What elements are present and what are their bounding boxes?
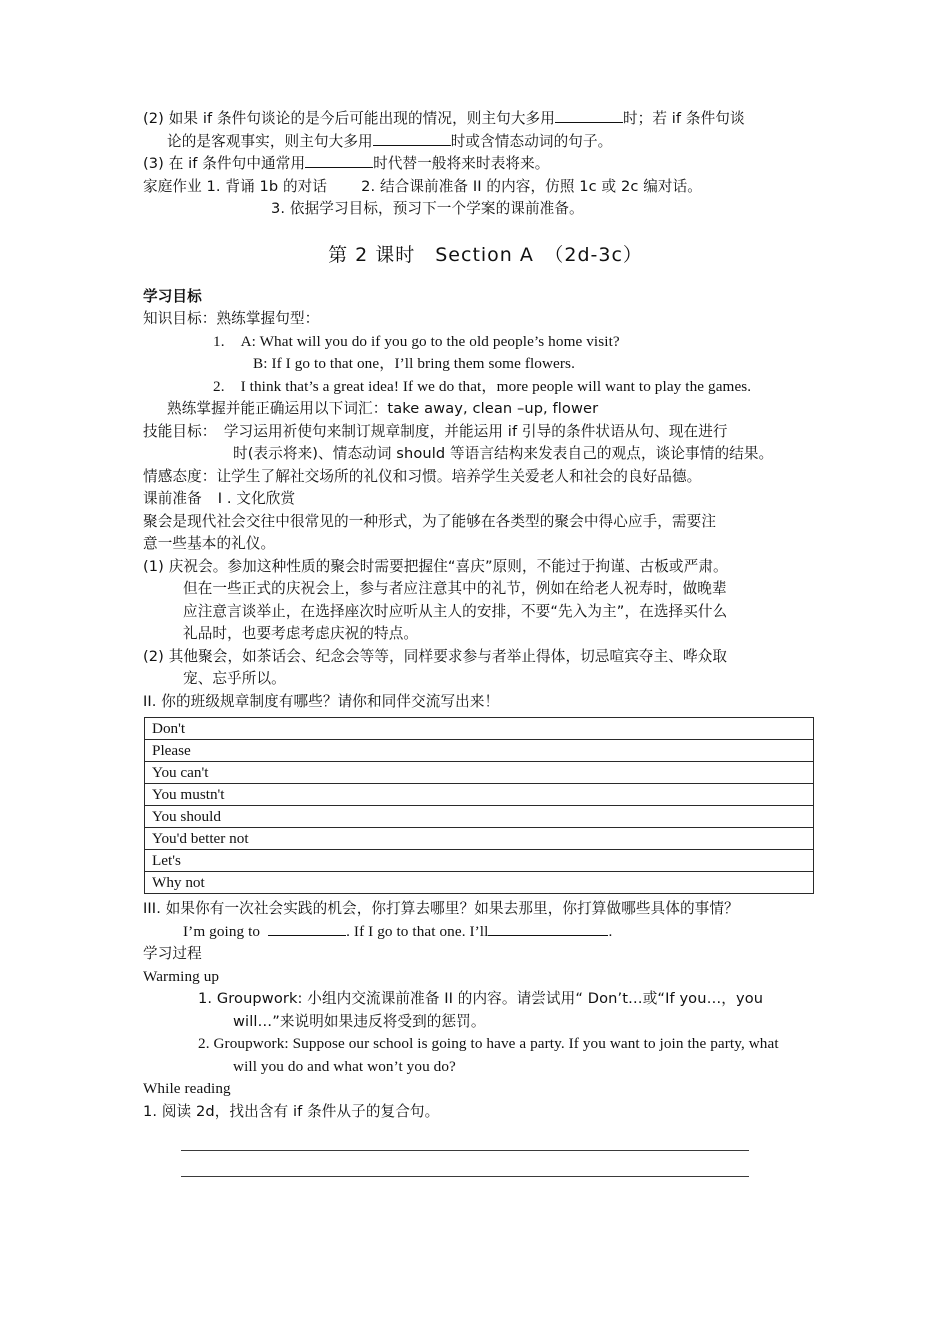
preparation-section-ii-prompt-text: II. 你的班级规章制度有哪些？请你和同伴交流写出来！	[143, 692, 500, 710]
answer-blank-2[interactable]	[488, 935, 608, 936]
warming-up-task-2-line-1	[143, 1033, 828, 1056]
grammar-item-3-head: (3) 在 if 条件句中通常用	[143, 155, 306, 172]
etiquette-item-2-line-1-text: (2) 其他聚会，如茶话会、纪念会等等，同样要求参与者举止得体，切忌喧宾夺主、哗众取	[143, 647, 728, 665]
attitude-objective-text: 情感态度：让学生了解社交场所的礼仪和习惯。培养学生关爱老人和社会的良好品德。	[143, 467, 702, 485]
table-row[interactable]	[145, 872, 814, 894]
skill-objective-line-2	[143, 443, 828, 466]
vocabulary-objective	[143, 398, 828, 421]
attitude-objective-line	[143, 466, 828, 489]
rule-cell[interactable]: You mustn't	[145, 784, 814, 806]
class-rules-table-body	[145, 718, 814, 894]
warming-up-task-1-line-1-text: 1. Groupwork: 小组内交流课前准备 II 的内容。请尝试用“ Don’t…或“If you…，you	[198, 990, 764, 1008]
table-row[interactable]	[145, 784, 814, 806]
grammar-item-3-line	[143, 153, 828, 176]
process-heading	[143, 943, 828, 966]
etiquette-item-1-line-1	[143, 556, 828, 579]
preparation-section-iii-prompt	[143, 898, 828, 921]
table-row[interactable]	[145, 762, 814, 784]
knowledge-objective-label	[143, 308, 828, 331]
rule-cell[interactable]: Don't	[145, 718, 814, 740]
grammar-item-2-line-2-tail: 时或含情态动词的句子。	[450, 132, 613, 150]
preparation-section-ii-prompt	[143, 691, 828, 714]
etiquette-item-1-line-4	[143, 623, 828, 646]
reading-question-1	[143, 1101, 828, 1124]
table-row[interactable]	[145, 740, 814, 762]
class-rules-table	[144, 717, 814, 894]
preparation-section-i-label: I . 文化欣赏	[217, 490, 296, 508]
sentence-2-number: 2.	[213, 377, 225, 395]
skill-objective-line-1-text: 技能目标： 学习运用祈使句来制订规章制度，并能运用 if 引导的条件状语从句、现在进行	[143, 422, 728, 440]
fill-blank-3[interactable]	[305, 167, 373, 168]
warming-up-task-2-line-2	[143, 1056, 828, 1079]
answer-stem-b: . If I go to that one. I’ll	[346, 922, 489, 940]
preparation-intro-line-2-text: 意一些基本的礼仪。	[143, 535, 276, 553]
homework-line-1	[143, 176, 828, 199]
while-reading-heading	[143, 1078, 828, 1101]
page-title-text: 第 2 课时 Section A （2d-3c）	[328, 243, 643, 266]
grammar-item-2-line-1-tail: 时；若 if 条件句谈	[622, 110, 745, 127]
answer-space-gap-top	[143, 1123, 828, 1150]
sentence-2-text: I think that’s a great idea! If we do that，more people will want to play the games.	[240, 377, 752, 395]
answer-stem-c: .	[608, 922, 613, 940]
grammar-item-3-tail: 时代替一般将来时表将来。	[373, 155, 550, 172]
etiquette-item-2-line-2-text: 宠、忘乎所以。	[183, 670, 286, 688]
objectives-heading-text: 学习目标	[143, 287, 202, 305]
warming-up-heading-text: Warming up	[143, 967, 220, 985]
section-iii-answer-line	[143, 921, 828, 944]
skill-objective-line-1	[143, 421, 828, 444]
warming-up-task-1-line-2	[143, 1011, 828, 1034]
grammar-item-2-line-2-head: 论的是客观事实，则主句大多用	[167, 132, 373, 150]
objectives-heading	[143, 286, 828, 309]
etiquette-item-1-line-1-text: (1) 庆祝会。参加这种性质的聚会时需要把握住“喜庆”原则，不能过于拘谨、古板或严肃。	[143, 557, 728, 575]
homework-task-3: 3. 依据学习目标，预习下一个学案的课前准备。	[271, 200, 584, 217]
knowledge-objective-label-text: 知识目标：熟练掌握句型：	[143, 310, 320, 328]
warming-up-heading	[143, 966, 828, 989]
preparation-intro-line-1-text: 聚会是现代社会交往中很常见的一种形式，为了能够在各类型的聚会中得心应手，需要注	[143, 512, 717, 530]
homework-label-and-task-1: 家庭作业 1. 背诵 1b 的对话	[143, 177, 328, 195]
preparation-section-iii-prompt-text: III. 如果你有一次社会实践的机会，你打算去哪里？如果去那里，你打算做哪些具体的事情？	[143, 900, 739, 918]
preparation-intro-line-2	[143, 533, 828, 556]
process-heading-text: 学习过程	[143, 945, 202, 963]
warming-up-task-2-line-2-text: will you do and what won’t you do?	[233, 1057, 456, 1075]
answer-stem-a: I’m going to	[183, 922, 261, 940]
rule-cell[interactable]: You can't	[145, 762, 814, 784]
sentence-1-line-a: A: What will you do if you go to the old people’s home visit?	[240, 332, 620, 350]
etiquette-item-1-line-2-text: 但在一些正式的庆祝会上，参与者应注意其中的礼节，例如在给老人祝寿时，做晚辈	[183, 580, 727, 598]
document-body	[143, 108, 828, 1177]
sentence-1-line-b: B: If I go to that one，I’ll bring them some flowers.	[253, 355, 575, 373]
preparation-heading-text: 课前准备	[143, 490, 202, 508]
page-title	[143, 241, 828, 270]
grammar-item-2-line-1-text: (2) 如果 if 条件句谈论的是今后可能出现的情况，则主句大多用	[143, 110, 555, 127]
fill-blank-1[interactable]	[555, 122, 623, 123]
answer-write-line-2[interactable]	[181, 1176, 749, 1177]
etiquette-item-2-line-1	[143, 646, 828, 669]
warming-up-task-1-line-1	[143, 988, 828, 1011]
rule-cell[interactable]: You'd better not	[145, 828, 814, 850]
etiquette-item-1-line-4-text: 礼品时，也要考虑考虑庆祝的特点。	[183, 625, 419, 643]
preparation-intro-line-1	[143, 511, 828, 534]
table-row[interactable]	[145, 806, 814, 828]
etiquette-item-1-line-3	[143, 601, 828, 624]
sentence-pattern-2	[143, 376, 828, 399]
rule-cell[interactable]: Let's	[145, 850, 814, 872]
skill-objective-line-2-text: 时(表示将来)、情态动词 should 等语言结构来发表自己的观点，谈论事情的结果。	[233, 445, 774, 463]
warming-up-task-2-line-1-text: 2. Groupwork: Suppose our school is going to have a party. If you want to join the party, what	[198, 1035, 779, 1053]
rule-cell[interactable]: You should	[145, 806, 814, 828]
answer-blank-1[interactable]	[268, 935, 346, 936]
vocabulary-objective-text: 熟练掌握并能正确运用以下词汇：take away, clean –up, flower	[167, 400, 599, 418]
answer-space-gap-middle	[143, 1151, 828, 1176]
grammar-item-2-line-2	[143, 131, 828, 154]
homework-task-2: 2. 结合课前准备 II 的内容，仿照 1c 或 2c 编对话。	[361, 177, 702, 195]
while-reading-heading-text: While reading	[143, 1080, 231, 1098]
rule-cell[interactable]: Why not	[145, 872, 814, 894]
preparation-heading-line	[143, 488, 828, 511]
table-row[interactable]	[145, 850, 814, 872]
etiquette-item-2-line-2	[143, 668, 828, 691]
warming-up-task-1-line-2-text: will…”来说明如果违反将受到的惩罚。	[233, 1012, 486, 1030]
homework-line-2	[143, 198, 828, 221]
etiquette-item-1-line-2	[143, 578, 828, 601]
fill-blank-2[interactable]	[373, 145, 451, 146]
sentence-pattern-1	[143, 331, 828, 354]
reading-question-1-text: 1. 阅读 2d，找出含有 if 条件从子的复合句。	[143, 1102, 440, 1120]
rule-cell[interactable]: Please	[145, 740, 814, 762]
table-row[interactable]	[145, 828, 814, 850]
sentence-1-number: 1.	[213, 332, 225, 350]
grammar-item-2-line-1	[143, 108, 828, 131]
sentence-pattern-1-reply	[143, 353, 828, 376]
table-row[interactable]	[145, 718, 814, 740]
etiquette-item-1-line-3-text: 应注意言谈举止，在选择座次时应听从主人的安排，不要“先入为主”，在选择买什么	[183, 602, 728, 620]
